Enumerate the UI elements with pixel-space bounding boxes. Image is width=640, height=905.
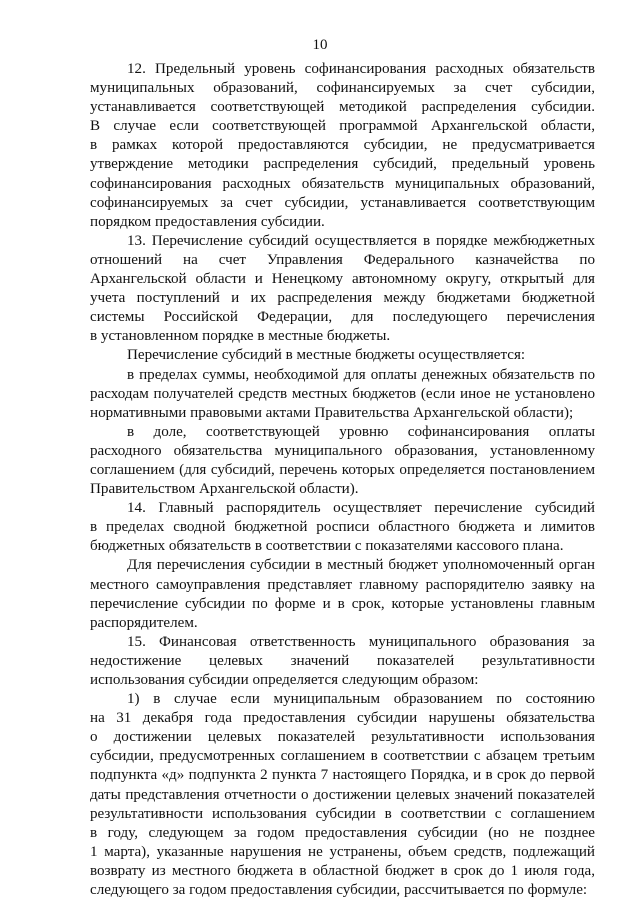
text-line: учета поступлений и их распределения между бюджетами бюджетной (90, 290, 595, 307)
text-line: Для перечисления субсидии в местный бюджет уполномоченный орган (127, 557, 595, 574)
text-line: Архангельской области и Ненецкому автономному округу, открытый для (90, 271, 595, 288)
text-line: Перечисление субсидий в местные бюджеты осуществляется: (127, 347, 526, 364)
text-line: нормативными правовыми актами Правительства Архангельской области); (90, 404, 574, 421)
text-line: 13. Перечисление субсидий осуществляется в порядке межбюджетных (127, 232, 595, 249)
text-line: Правительством Архангельской области). (90, 481, 359, 498)
text-line: результативности использования субсидии в соответствии с соглашением (90, 805, 595, 822)
text-line: утверждение методики распределения субсидий, предельный уровень (90, 156, 595, 173)
text-line: расходного обязательства муниципального образования, установленному (90, 442, 595, 459)
text-line: недостижение целевых значений показателей результативности (90, 652, 595, 669)
text-line: в доле, соответствующей уровню софинансирования оплаты (127, 423, 595, 440)
text-line: 14. Главный распорядитель осуществляет перечисление субсидий (127, 500, 595, 517)
text-line: отношений на счет Управления Федерального казначейства по (90, 251, 595, 268)
text-line: следующего за годом предоставления субсидии, рассчитывается по формуле: (90, 882, 588, 899)
text-line: софинансирования расходных обязательств муниципальных образований, (90, 175, 595, 192)
text-line: даты представления отчетности о достижении целевых значений показателей (90, 786, 595, 803)
text-line: в году, следующем за годом предоставления субсидии (но не позднее (90, 824, 595, 841)
text-line: в рамках которой предоставляются субсидии, не предусматривается (90, 137, 595, 154)
text-line: местного самоуправления представляет главному распорядителю заявку на (90, 576, 595, 593)
text-line: подпункта «д» подпункта 2 пункта 7 настоящего Порядка, и в срок до первой (90, 767, 595, 784)
text-line: на 31 декабря года предоставления субсидии нарушены обязательства (90, 710, 595, 727)
text-line: муниципальных образований, софинансируемых за счет субсидии, (90, 80, 595, 97)
text-line: субсидии, предусмотренных соглашением в соответствии с абзацем третьим (90, 748, 595, 765)
text-line: 1) в случае если муниципальным образованием по состоянию (127, 691, 595, 708)
text-line: в установленном порядке в местные бюджеты. (90, 328, 391, 345)
text-line: В случае если соответствующей программой Архангельской области, (90, 118, 595, 135)
text-line: бюджетных обязательств в соответствии с показателями кассового плана. (90, 538, 564, 555)
text-line: софинансируемых за счет субсидии, устанавливается соответствующим (90, 194, 595, 211)
text-line: перечисление субсидии по форме и в срок, которые установлены главным (90, 595, 595, 612)
text-line: системы Российской Федерации, для последующего перечисления (90, 309, 595, 326)
document-body (90, 60, 595, 900)
text-line: в пределах сводной бюджетной росписи областного бюджета и лимитов (90, 519, 595, 536)
text-line: устанавливается соответствующей методикой распределения субсидии. (90, 99, 595, 116)
text-line: возврату из местного бюджета в областной бюджет в срок до 1 июля года, (90, 862, 595, 879)
text-line: 1 марта), указанные нарушения не устранены, объем средств, подлежащий (90, 843, 595, 860)
text-line: расходам получателей средств местных бюджетов (если иное не установлено (90, 385, 595, 402)
text-line: соглашением (для субсидий, перечень которых определяется постановлением (90, 461, 595, 478)
text-line: 12. Предельный уровень софинансирования расходных обязательств (127, 61, 595, 77)
text-line: порядком предоставления субсидии. (90, 213, 325, 230)
text-line: распорядителем. (90, 614, 198, 631)
text-line: о достижении целевых показателей результативности использования (90, 729, 595, 746)
page-number: 10 (312, 37, 328, 53)
text-line: 15. Финансовая ответственность муниципального образования за (127, 633, 595, 650)
text-line: в пределах суммы, необходимой для оплаты денежных обязательств по (127, 366, 595, 383)
text-line: использования субсидии определяется следующим образом: (90, 672, 479, 688)
